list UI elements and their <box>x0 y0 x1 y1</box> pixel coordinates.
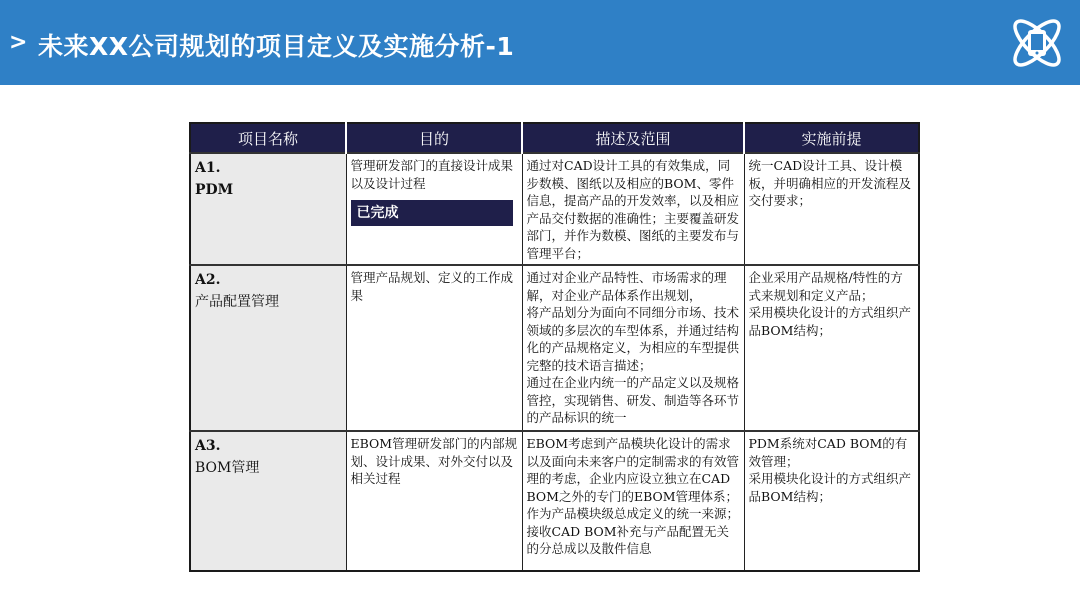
description-text: 通过对CAD设计工具的有效集成，同步数模、图纸以及相应的BOM、零件信息，提高产品的开发效率，以及相应产品交付数据的准确性；主要覆盖研发部门，并作为数模、图纸的主要发布与管理平台； <box>526 158 740 261</box>
purpose-text: 管理研发部门的直接设计成果以及设计过程 <box>350 158 514 191</box>
bullet-arrow-icon: > <box>9 30 28 55</box>
prerequisite-text: 采用模块化设计的方式组织产品BOM结构； <box>748 471 912 504</box>
description-cell <box>522 265 744 431</box>
purpose-cell <box>346 265 522 431</box>
column-header: 描述及范围 <box>522 123 744 153</box>
description-cell <box>522 431 744 571</box>
project-table <box>189 122 920 572</box>
project-name: 产品配置管理 <box>195 294 279 310</box>
project-code: A2. <box>195 272 221 288</box>
column-header: 实施前提 <box>744 123 919 153</box>
project-name-cell <box>190 265 346 431</box>
purpose-cell <box>346 153 522 265</box>
table-row <box>190 431 919 571</box>
project-name-cell <box>190 431 346 571</box>
project-name: BOM管理 <box>195 460 260 476</box>
prerequisite-text: PDM系统对CAD BOM的有效管理； <box>748 436 908 469</box>
prerequisite-text: 企业采用产品规格/特性的方式来规划和定义产品； <box>748 270 903 303</box>
title-bar <box>0 0 1080 85</box>
prerequisite-text: 统一CAD设计工具、设计模板，并明确相应的开发流程及交付要求； <box>748 158 912 208</box>
table-header-row <box>190 123 919 153</box>
description-text: EBOM考虑到产品模块化设计的需求以及面向未来客户的定制需求的有效管理的考虑，企业内应设立独立在CAD BOM之外的专门的EBOM管理体系；作为产品模块级总成定义的统一来源；接收CAD BOM补充与产品配置无关的分总成以及散件信息 <box>526 436 740 556</box>
purpose-text: EBOM管理研发部门的内部规划、设计成果、对外交付以及相关过程 <box>350 436 518 486</box>
prerequisite-cell <box>744 431 919 571</box>
description-cell <box>522 153 744 265</box>
column-header: 目的 <box>346 123 522 153</box>
table-row <box>190 265 919 431</box>
column-header: 项目名称 <box>190 123 346 153</box>
description-text: 通过对企业产品特性、市场需求的理解，对企业产品体系作出规划， <box>526 270 727 303</box>
table-row <box>190 153 919 265</box>
prerequisite-text: 采用模块化设计的方式组织产品BOM结构； <box>748 305 912 338</box>
project-name: PDM <box>195 182 234 198</box>
description-text: 通过在企业内统一的产品定义以及规格管控，实现销售、研发、制造等各环节的产品标识的统一 <box>526 375 740 425</box>
project-code: A3. <box>195 438 221 454</box>
purpose-cell <box>346 431 522 571</box>
prerequisite-cell <box>744 153 919 265</box>
status-badge: 已完成 <box>351 200 513 226</box>
prerequisite-cell <box>744 265 919 431</box>
purpose-text: 管理产品规划、定义的工作成果 <box>350 270 514 303</box>
description-text: 将产品划分为面向不同细分市场、技术领域的多层次的车型体系，并通过结构化的产品规格定义，为相应的车型提供完整的技术语言描述； <box>526 305 740 373</box>
project-name-cell <box>190 153 346 265</box>
project-code: A1. <box>195 160 221 176</box>
page-title: 未来XX公司规划的项目定义及实施分析-1 <box>38 32 515 61</box>
atom-phone-icon <box>1005 11 1069 75</box>
